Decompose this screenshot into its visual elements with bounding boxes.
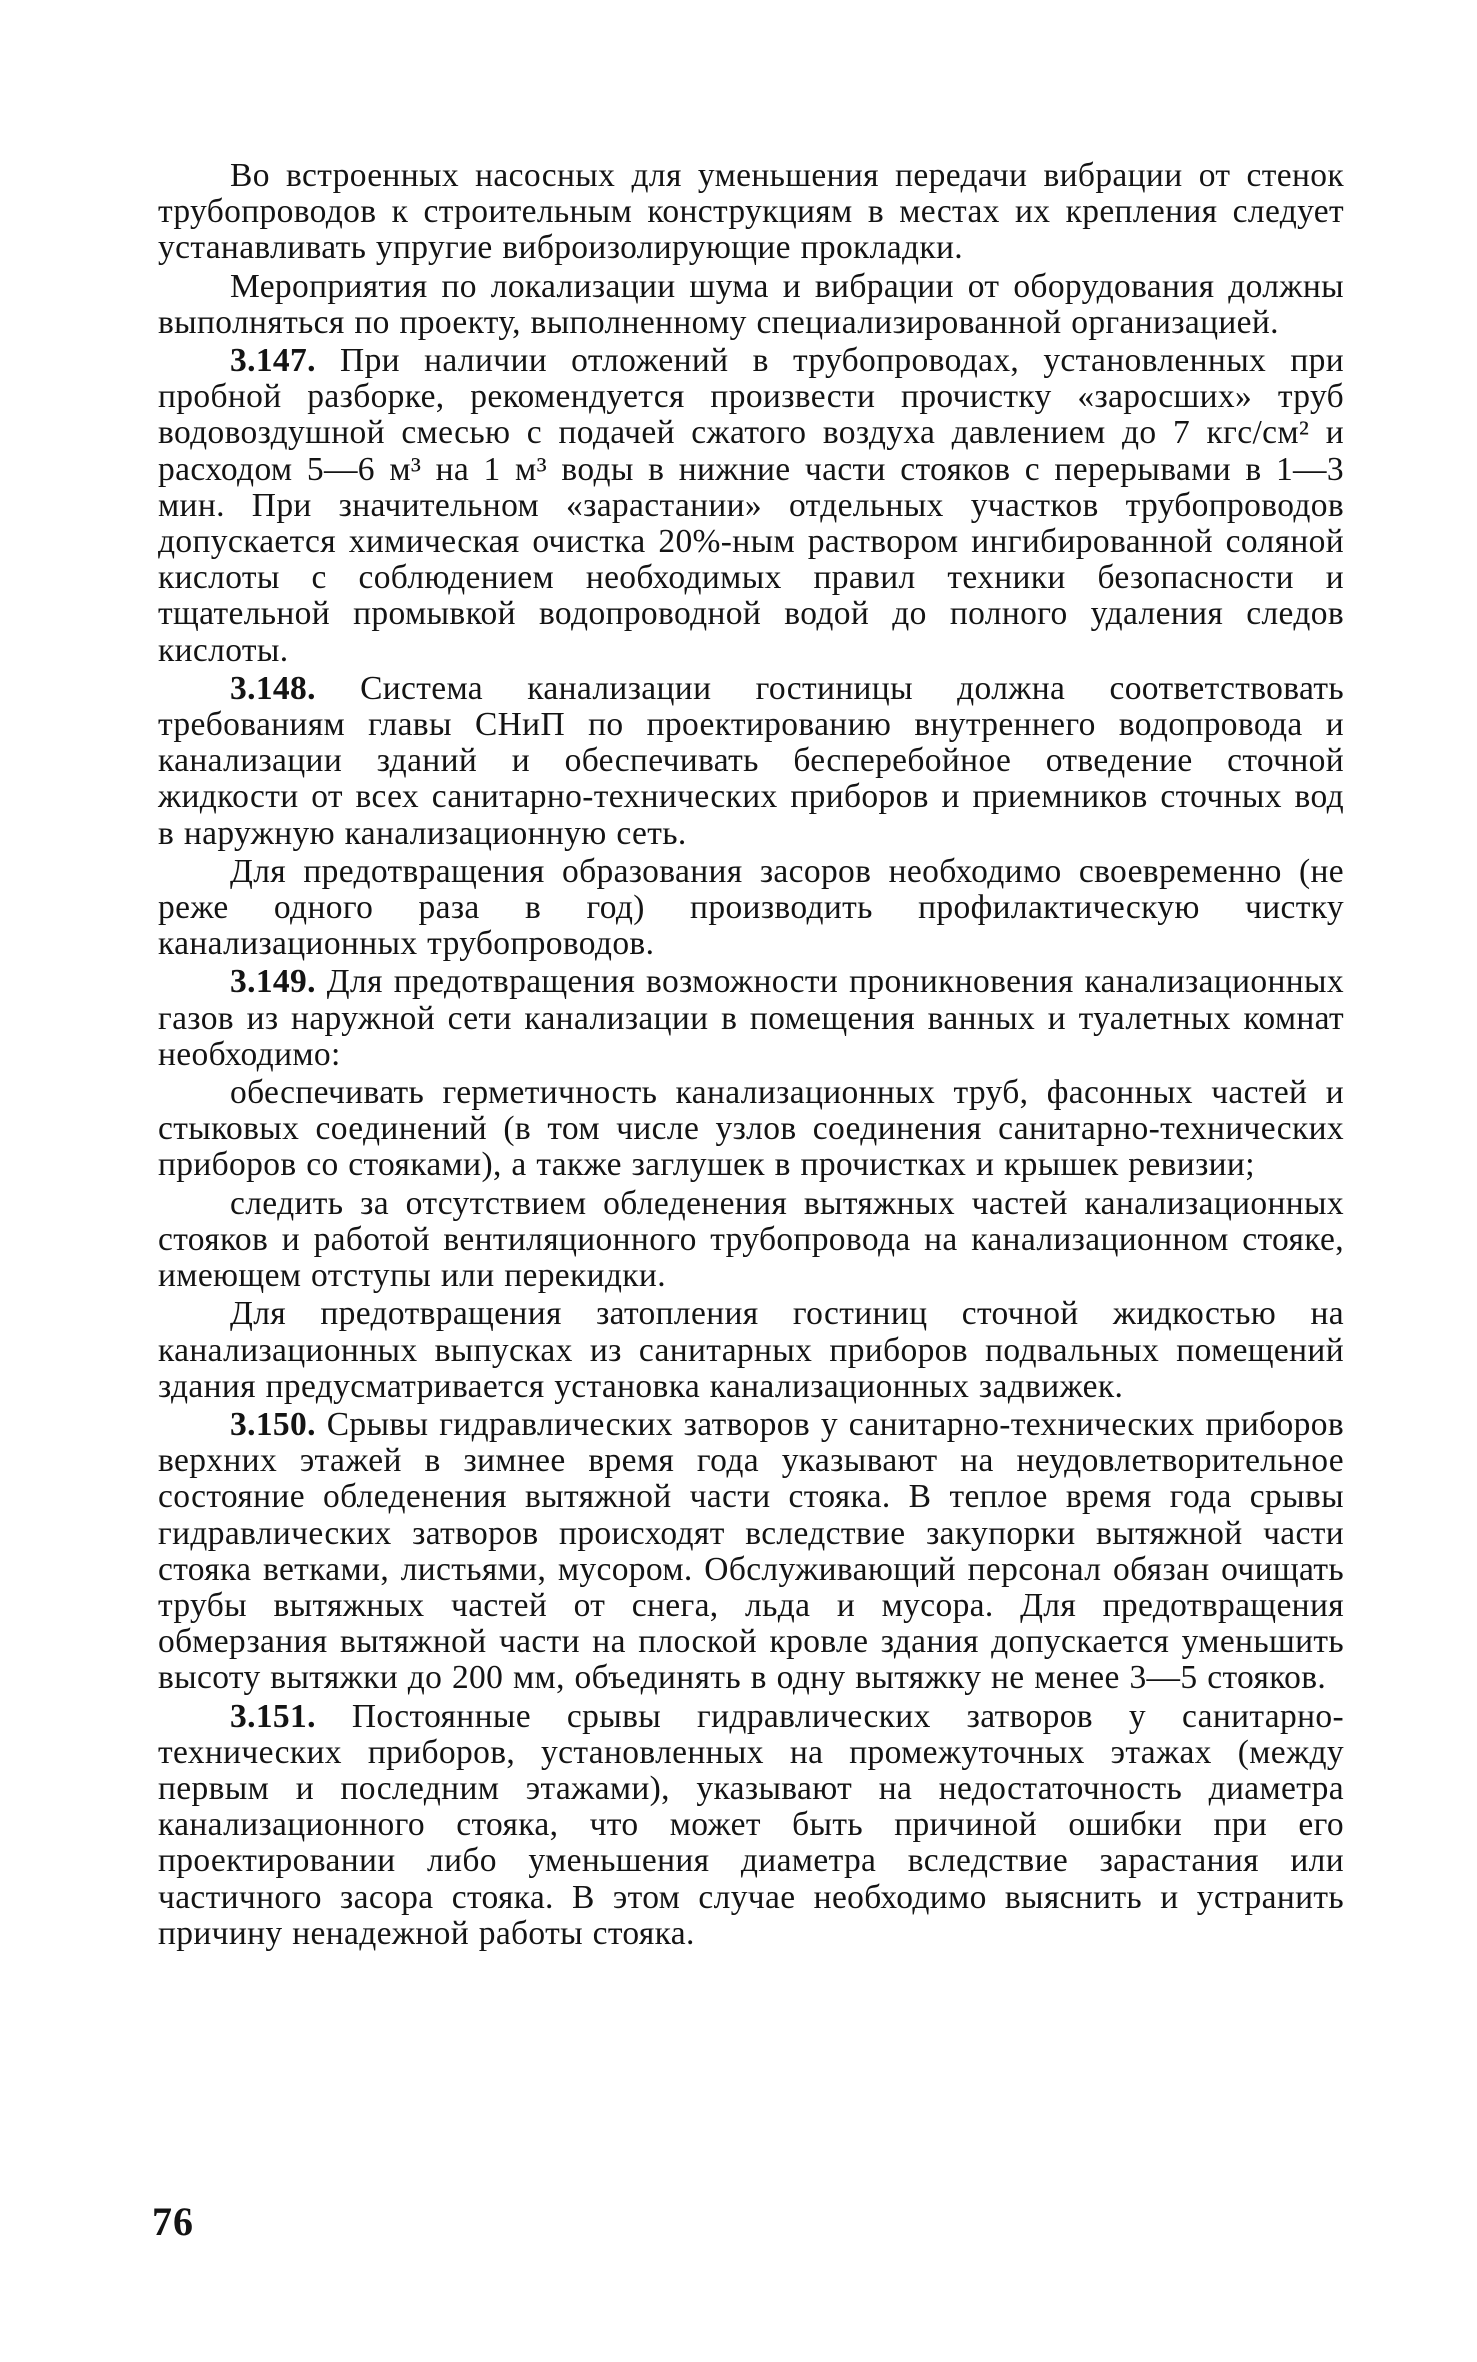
paragraph-number: 3.149. <box>230 963 316 1001</box>
paragraph-text: обеспечивать герметичность канализационных труб, фасонных частей и стыковых соединений (в том числе узлов соединения санитарно-технических приборов со стояками), а также заглушек в прочистках и крышек ревизии; <box>158 1074 1344 1184</box>
paragraph-text: Для предотвращения затопления гостиниц сточной жидкостью на канализационных выпусках из санитарных приборов подвальных помещений здания предусматривается установка канализационных задвижек. <box>158 1295 1344 1405</box>
paragraph-number: 3.148. <box>230 669 316 707</box>
page-number: 76 <box>152 2199 194 2244</box>
paragraph-text: При наличии отложений в трубопроводах, установленных при пробной разборке, рекомендуется произвести прочистку «заросших» труб водовоздушной смесью с подачей сжатого воздуха давлением до 7 кгс/см² и расходом 5—6 м³ на 1 м³ воды в нижние части стояков с перерывами в 1—3 мин. При значительном «зарастании» отдельных участков трубопроводов допускается химическая очистка 20%-ным раствором ингибированной соляной кислоты с соблюдением необходимых правил техники безопасности и тщательной промывкой водопроводной водой до полного удаления следов кислоты. <box>158 342 1344 669</box>
paragraph-3-148 <box>158 671 1344 852</box>
page-body <box>158 158 1344 1952</box>
paragraph-3-150 <box>158 1407 1344 1697</box>
paragraph-flooding-prevention <box>158 1296 1344 1405</box>
paragraph-text: Мероприятия по локализации шума и вибрации от оборудования должны выполняться по проекту, выполненному специализированной организацией. <box>158 267 1344 341</box>
paragraph-number: 3.150. <box>230 1405 316 1443</box>
paragraph-3-151 <box>158 1699 1344 1952</box>
paragraph-3-147 <box>158 343 1344 669</box>
paragraph-text: Срывы гидравлических затворов у санитарно-технических приборов верхних этажей в зимнее время года указывают на неудовлетворительное состояние обледенения вытяжной части стояка. В теплое время года срывы гидравлических затворов происходят вследствие закупорки вытяжной части стояка ветками, листьями, мусором. Обслуживающий персонал обязан очищать трубы вытяжных частей от снега, льда и мусора. Для предотвращения обмерзания вытяжной части на плоской кровле здания допускается уменьшить высоту вытяжки до 200 мм, объединять в одну вытяжку не менее 3—5 стояков. <box>158 1405 1345 1697</box>
paragraph-text: Во встроенных насосных для уменьшения передачи вибрации от стенок трубопроводов к строительным конструкциям в местах их крепления следует устанавливать упругие виброизолирующие прокладки. <box>158 157 1344 267</box>
paragraph-item-tightness <box>158 1075 1344 1184</box>
paragraph-text: Система канализации гостиницы должна соответствовать требованиям главы СНиП по проектированию внутреннего водопровода и канализации зданий и обеспечивать бесперебойное отведение сточной жидкости от всех санитарно-технических приборов и приемников сточных вод в наружную канализационную сеть. <box>158 669 1344 852</box>
paragraph-number: 3.147. <box>230 342 316 380</box>
paragraph-text: Для предотвращения возможности проникновения канализационных газов из наружной сети канализации в помещения ванных и туалетных комнат необходимо: <box>158 963 1344 1073</box>
paragraph-item-icing <box>158 1186 1344 1295</box>
paragraph-text: Для предотвращения образования засоров необходимо своевременно (не реже одного раза в год) производить профилактическую чистку канализационных трубопроводов. <box>158 852 1344 963</box>
paragraph-3-149 <box>158 964 1344 1073</box>
paragraph-vibration-isolation <box>158 158 1344 267</box>
paragraph-text: Постоянные срывы гидравлических затворов у санитарно-технических приборов, установленных на промежуточных этажах (между первым и последним этажами), указывают на недостаточность диаметра канализационного стояка, что может быть причиной ошибки при его проектировании либо уменьшения диаметра вследствие зарастания или частичного засора стояка. В этом случае необходимо выяснить и устранить причину ненадежной работы стояка. <box>158 1697 1344 1952</box>
paragraph-text: следить за отсутствием обледенения вытяжных частей канализационных стояков и работой вентиляционного трубопровода на канализационном стояке, имеющем отступы или перекидки. <box>158 1184 1344 1295</box>
paragraph-noise-measures <box>158 269 1344 341</box>
paragraph-number: 3.151. <box>230 1697 316 1735</box>
paragraph-clog-prevention <box>158 854 1344 963</box>
